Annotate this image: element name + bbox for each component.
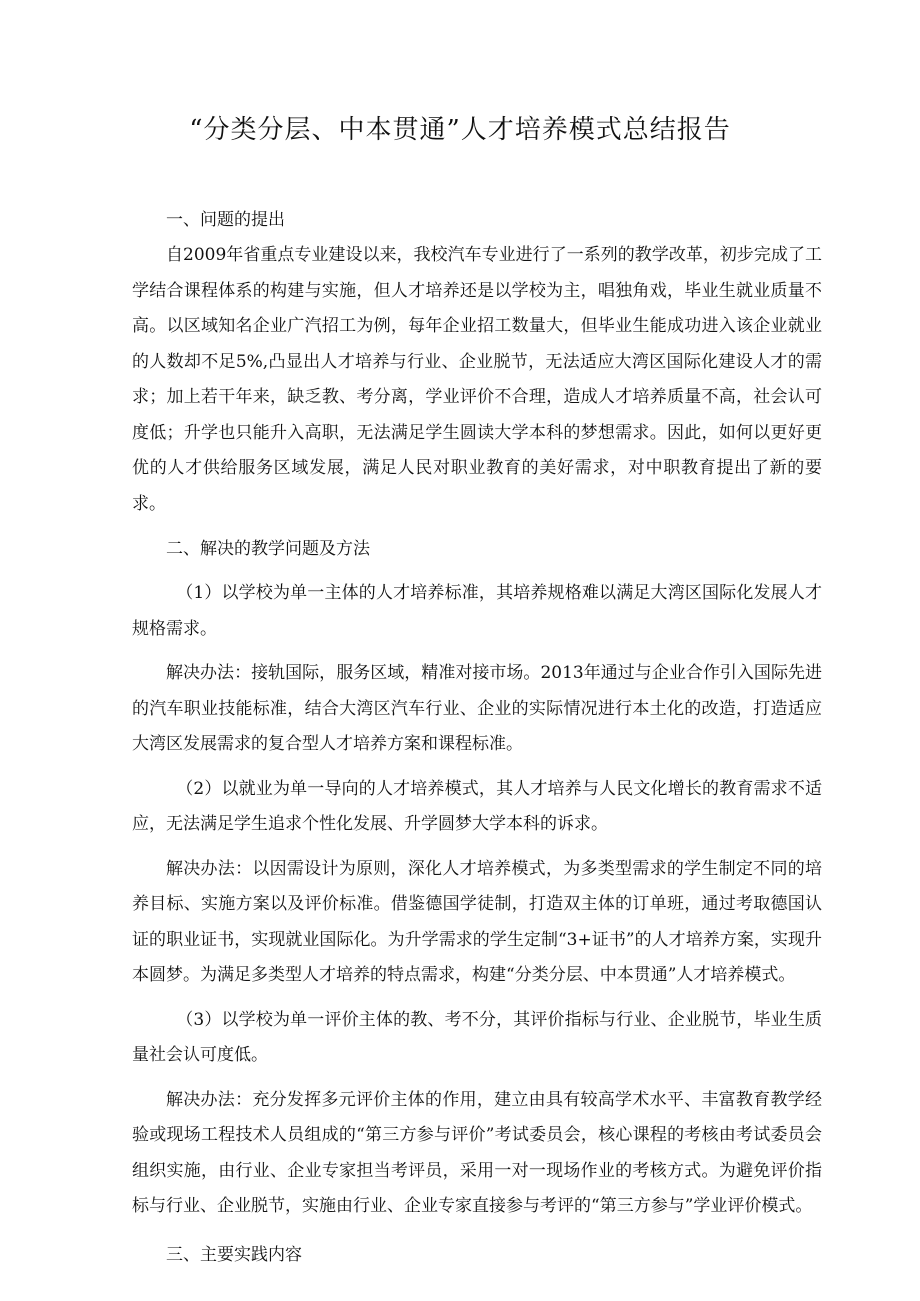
section-heading-1: 一、问题的提出	[166, 210, 285, 230]
document-title: “分类分层、中本贯通”人才培养模式总结报告	[189, 115, 731, 145]
problem-item-1: （1）以学校为单一主体的人才培养标准，其培养规格难以满足大湾区国际化发展人才规格需求。	[132, 583, 822, 639]
paragraph-problem-statement: 自2009年省重点专业建设以来，我校汽车专业进行了一系列的教学改革，初步完成了工学结合课程体系的构建与实施，但人才培养还是以学校为主，唱独角戏，毕业生就业质量不高。以区域知名企业广汽招工为例，每年企业招工数量大，但毕业生能成功进入该企业就业的人数却不足5%,凸显出人才培养与行业、企业脱节，无法适应大湾区国际化建设人才的需求；加上若干年来，缺乏教、考分离，学业评价不合理，造成人才培养质量不高，社会认可度低；升学也只能升入高职，无法满足学生圆读大学本科的梦想需求。因此，如何以更好更优的人才供给服务区域发展，满足人民对职业教育的美好需求，对中职教育提出了新的要求。	[132, 245, 822, 514]
problem-item-3: （3）以学校为单一评价主体的教、考不分，其评价指标与行业、企业脱节，毕业生质量社会认可度低。	[132, 1009, 822, 1065]
solution-paragraph-2: 解决办法：以因需设计为原则，深化人才培养模式，为多类型需求的学生制定不同的培养目标、实施方案以及评价标准。借鉴德国学徒制，打造双主体的订单班，通过考取德国认证的职业证书，实现就业国际化。为升学需求的学生定制“3+证书”的人才培养方案，实现升本圆梦。为满足多类型人才培养的特点需求，构建“分类分层、中本贯通”人才培养模式。	[132, 858, 822, 985]
section-heading-2: 二、解决的教学问题及方法	[166, 539, 370, 559]
document-body	[132, 202, 822, 1273]
problem-item-2: （2）以就业为单一导向的人才培养模式，其人才培养与人民文化增长的教育需求不适应，无法满足学生追求个性化发展、升学圆梦大学本科的诉求。	[132, 778, 822, 834]
solution-paragraph-3: 解决办法：充分发挥多元评价主体的作用，建立由具有较高学术水平、丰富教育教学经验或现场工程技术人员组成的“第三方参与评价”考试委员会，核心课程的考核由考试委员会组织实施，由行业、企业专家担当考评员，采用一对一现场作业的考核方式。为避免评价指标与行业、企业脱节，实施由行业、企业专家直接参与考评的“第三方参与”学业评价模式。	[132, 1089, 822, 1216]
solution-paragraph-1: 解决办法：接轨国际，服务区域，精准对接市场。2013年通过与企业合作引入国际先进的汽车职业技能标准，结合大湾区汽车行业、企业的实际情况进行本土化的改造，打造适应大湾区发展需求的复合型人才培养方案和课程标准。	[132, 663, 822, 754]
section-heading-3: 三、主要实践内容	[166, 1244, 302, 1265]
